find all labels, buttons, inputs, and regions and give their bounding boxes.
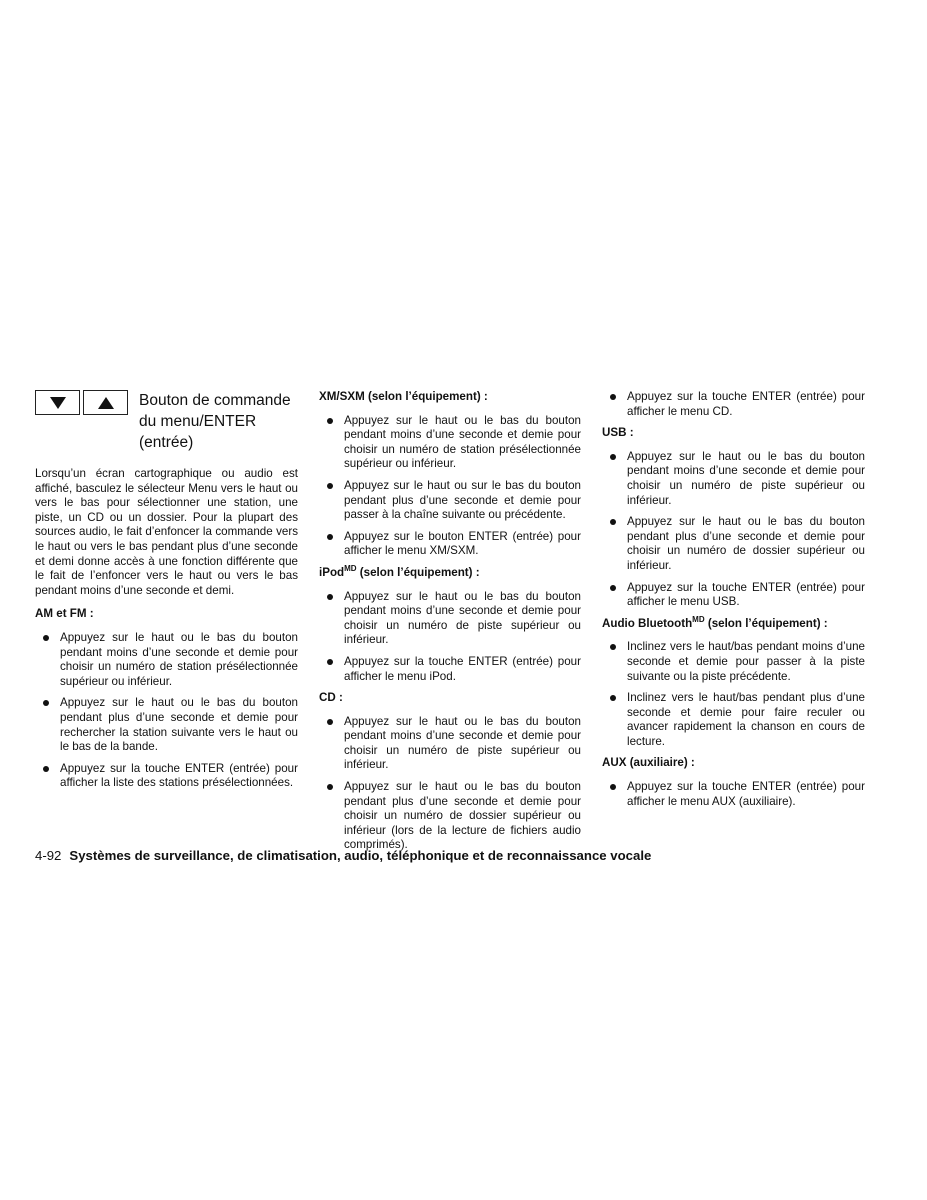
bluetooth-heading-rest: (selon l’équipement) : [704, 616, 828, 630]
list-item-text: Appuyez sur la touche ENTER (entrée) pour afficher le menu AUX (auxiliaire). [627, 780, 865, 808]
list-item [319, 590, 581, 648]
xm-heading: XM/SXM (selon l’équipement) : [319, 390, 488, 403]
up-triangle-icon [98, 397, 114, 409]
ipod-heading-main: iPod [319, 565, 345, 579]
bullet-icon [610, 585, 616, 591]
menu-selector-keys [35, 390, 128, 415]
bullet-icon [43, 700, 49, 706]
list-item [35, 631, 298, 689]
column-3 [602, 390, 865, 816]
list-item-text: Inclinez vers le haut/bas pendant plus d’une seconde et demie pour faire reculer ou avancer rapidement la chanson en cours de lecture. [627, 691, 865, 748]
list-item-text: Appuyez sur le bouton ENTER (entrée) pour afficher le menu XM/SXM. [344, 529, 581, 558]
bullet-icon [610, 454, 616, 460]
list-item-text: Appuyez sur le haut ou le bas du bouton pendant moins d’une seconde et demie pour choisir un numéro de piste supérieur ou inférieur. [344, 589, 581, 647]
amfm-list [35, 631, 298, 791]
bullet-icon [43, 635, 49, 641]
bullet-icon [327, 659, 333, 665]
list-item [602, 390, 865, 419]
cd-list-continued [602, 390, 865, 419]
list-item [602, 515, 865, 573]
page-footer [35, 848, 651, 863]
list-item-text: Appuyez sur la touche ENTER (entrée) pour afficher le menu iPod. [344, 654, 581, 683]
list-item [602, 691, 865, 749]
bullet-icon [327, 719, 333, 725]
bluetooth-heading-sup: MD [692, 614, 705, 624]
list-item [35, 696, 298, 754]
ipod-heading-rest: (selon l’équipement) : [356, 565, 480, 579]
list-item-text: Appuyez sur le haut ou le bas du bouton pendant plus d’une seconde et demie pour choisir un numéro de dossier supérieur ou inférieur. [627, 515, 865, 572]
list-item-text: Appuyez sur le haut ou le bas du bouton pendant moins d’une seconde et demie pour choisir un numéro de piste supérieur ou inférieur. [627, 449, 865, 507]
list-item [602, 640, 865, 684]
page-number: 4-92 [35, 848, 62, 863]
aux-heading: AUX (auxiliaire) : [602, 756, 695, 770]
bullet-icon [610, 519, 616, 525]
bullet-icon [610, 784, 616, 790]
button-title-line-1: Bouton de commande [139, 392, 291, 409]
bluetooth-list [602, 640, 865, 749]
list-item-text: Appuyez sur le haut ou le bas du bouton pendant plus d’une seconde et demie pour choisir un numéro de dossier supérieur ou inférieur (lors de la lecture de fichiers audio comprimés). [344, 780, 581, 852]
usb-list [602, 450, 865, 610]
ipod-list [319, 590, 581, 685]
bullet-icon [327, 594, 333, 600]
list-item [319, 655, 581, 684]
button-title-line-3: (entrée) [139, 434, 194, 451]
bullet-icon [610, 394, 616, 400]
up-key [83, 390, 128, 415]
column-2 [319, 390, 581, 860]
cd-heading: CD : [319, 691, 343, 705]
xm-list [319, 414, 581, 559]
intro-paragraph: Lorsqu’un écran cartographique ou audio est affiché, basculez le sélecteur Menu vers le haut ou vers le bas pour sélectionner une station, une piste, un CD ou un dossier. Pour la plupart des sources audio, le fait d’enfoncer la commande vers le haut ou vers le bas pendant plus d’une seconde et demi donne accès à une fonction différente que le fait de l’enfoncer vers le haut ou vers le bas pendant moins d’une seconde et demi. [35, 467, 298, 597]
list-item-text: Appuyez sur le haut ou le bas du bouton pendant moins d’une seconde et demie pour choisir un numéro de station présélectionnée supérieur ou inférieur. [344, 413, 581, 471]
list-item [319, 414, 581, 472]
list-item-text: Appuyez sur la touche ENTER (entrée) pour afficher la liste des stations présélectionnées. [60, 761, 298, 790]
list-item [319, 715, 581, 773]
bullet-icon [610, 644, 616, 650]
list-item [602, 780, 865, 809]
list-item-text: Appuyez sur le haut ou le bas du bouton pendant plus d’une seconde et demie pour rechercher la station suivante vers le haut ou le bas de la bande. [60, 696, 298, 754]
bullet-icon [610, 695, 616, 701]
column-1 [35, 390, 298, 798]
button-title-line-2: du menu/ENTER [139, 413, 257, 430]
button-title [139, 390, 298, 453]
aux-list [602, 780, 865, 809]
list-item [602, 581, 865, 610]
bluetooth-heading-main: Audio Bluetooth [602, 616, 693, 630]
list-item [35, 762, 298, 791]
list-item-text: Appuyez sur le haut ou le bas du bouton pendant moins d’une seconde et demie pour choisir un numéro de piste supérieur ou inférieur. [344, 714, 581, 772]
down-key [35, 390, 80, 415]
list-item-text: Appuyez sur le haut ou sur le bas du bouton pendant plus d’une seconde et demie pour passer à la chaîne suivante ou précédente. [344, 478, 581, 522]
chapter-title: Systèmes de surveillance, de climatisation, audio, téléphonique et de reconnaissance vocale [69, 848, 652, 863]
bluetooth-heading [602, 614, 865, 632]
list-item-text: Appuyez sur la touche ENTER (entrée) pour afficher le menu USB. [627, 580, 865, 609]
menu-button-heading [35, 390, 298, 453]
list-item [319, 479, 581, 523]
list-item-text: Inclinez vers le haut/bas pendant moins d’une seconde et demie pour passer à la piste suivante ou la piste précédente. [627, 640, 865, 683]
list-item [602, 450, 865, 508]
list-item-text: Appuyez sur le haut ou le bas du bouton pendant moins d’une seconde et demie pour choisir un numéro de station présélectionnée supérieur ou inférieur. [60, 630, 298, 688]
ipod-heading [319, 563, 581, 581]
bullet-icon [327, 534, 333, 540]
amfm-heading: AM et FM : [35, 607, 94, 621]
usb-heading: USB : [602, 426, 634, 440]
ipod-heading-sup: MD [344, 563, 357, 573]
cd-list [319, 715, 581, 853]
list-item-text: Appuyez sur la touche ENTER (entrée) pour afficher le menu CD. [627, 390, 865, 418]
bullet-icon [327, 418, 333, 424]
bullet-icon [43, 766, 49, 772]
down-triangle-icon [50, 397, 66, 409]
list-item [319, 530, 581, 559]
bullet-icon [327, 483, 333, 489]
list-item [319, 780, 581, 853]
bullet-icon [327, 784, 333, 790]
